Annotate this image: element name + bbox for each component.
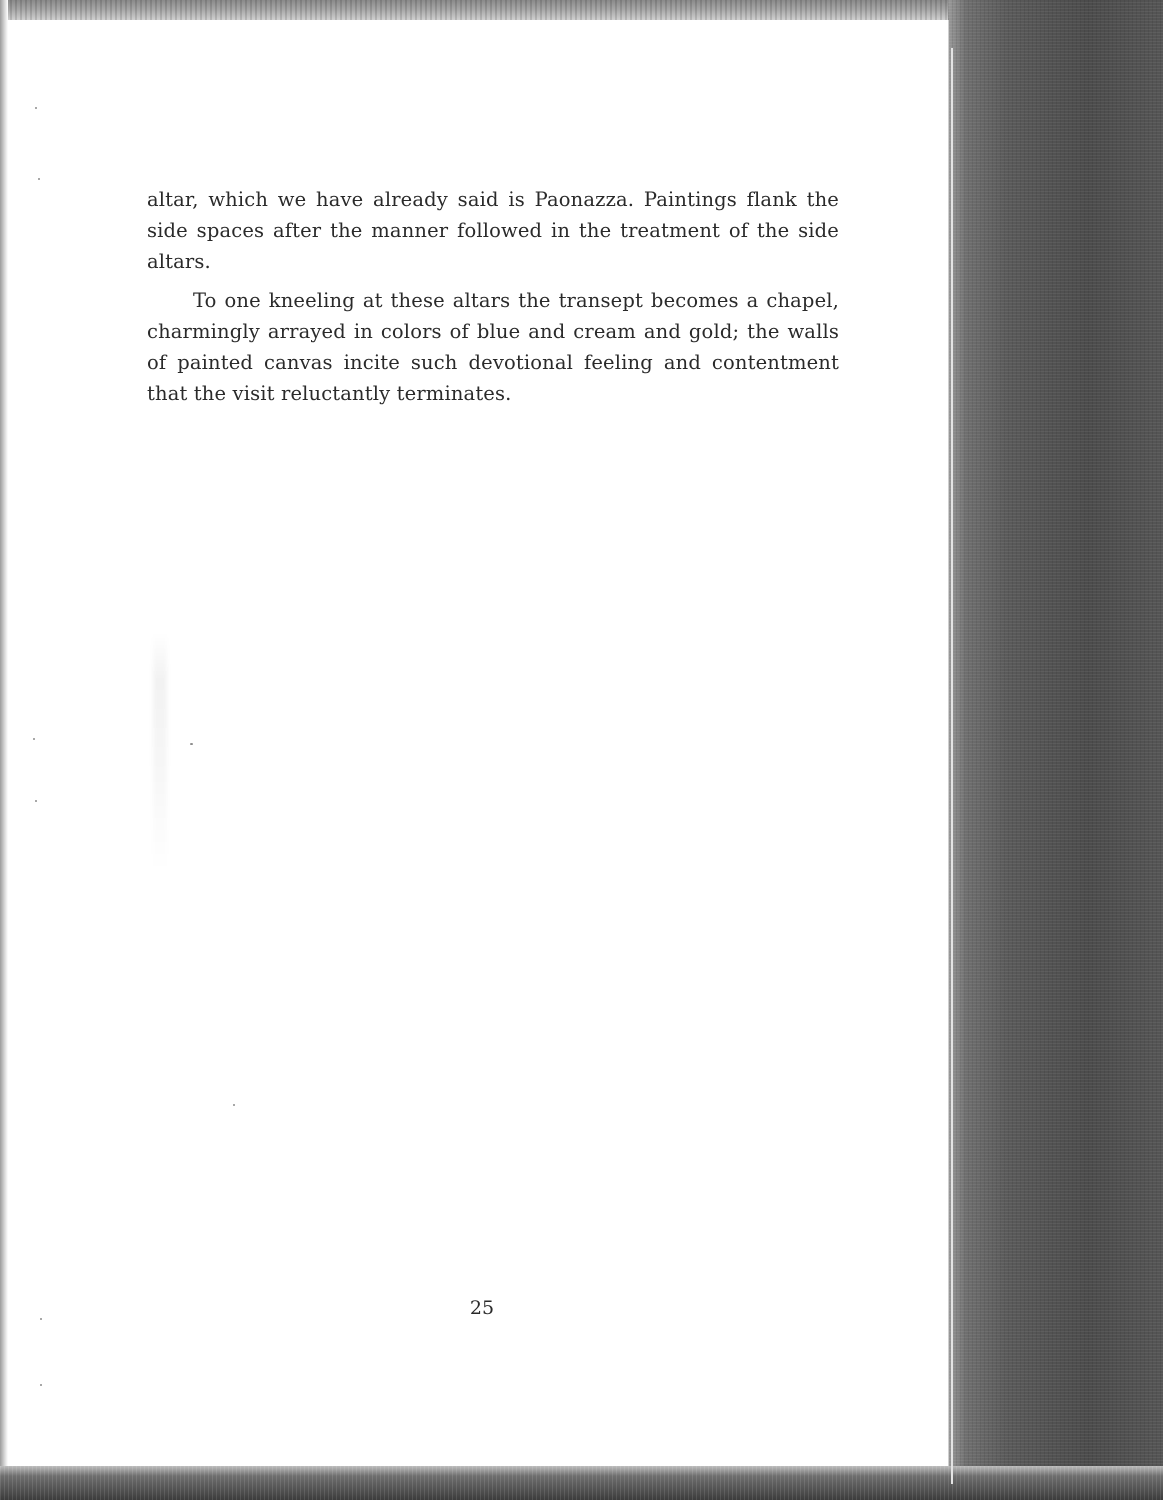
paragraph-1: altar, which we have already said is Paonazza. Paintings flank the side spaces after the manner followed in the treatment of the side altars. (147, 188, 839, 273)
scan-speck (38, 178, 40, 180)
page-number: 25 (469, 1297, 495, 1319)
scan-speck (40, 1318, 42, 1320)
scan-speck (40, 1384, 42, 1386)
scan-border-bottom (0, 1466, 1163, 1500)
scan-speck (33, 738, 35, 740)
scan-speck (35, 107, 37, 109)
scan-speck (190, 743, 193, 745)
scan-speck (233, 1104, 235, 1106)
scan-border-left (0, 0, 8, 1500)
scan-speck (35, 800, 37, 802)
scan-artifact-streak (153, 632, 167, 872)
scan-border-right (948, 0, 1163, 1500)
paragraph-2: To one kneeling at these altars the transept becomes a chapel, charmingly arrayed in colors of blue and cream and gold; the walls of painted canvas incite such devotional feeling and contentment that the visit reluctantly terminates. (147, 289, 839, 405)
page-edge (951, 48, 953, 1484)
body-text (147, 184, 839, 409)
page-sheet (8, 20, 948, 1466)
